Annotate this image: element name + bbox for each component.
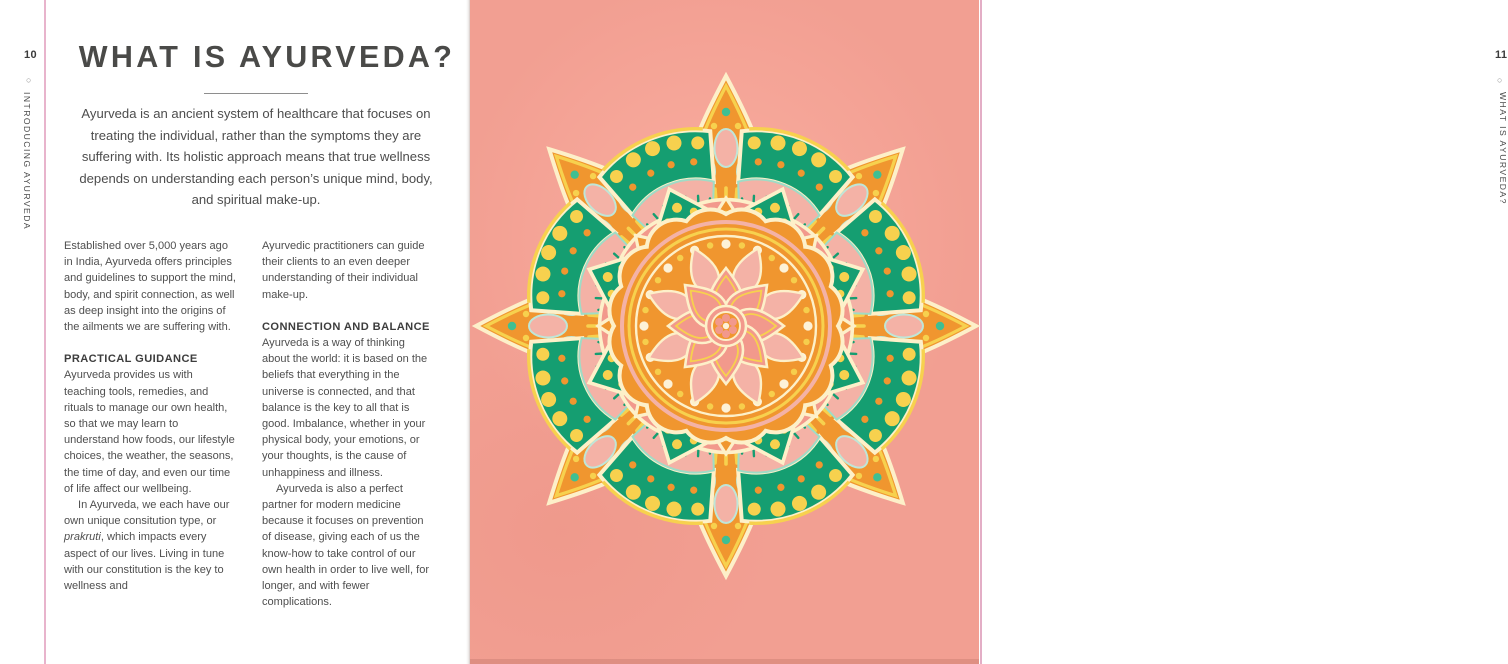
body-column-right (262, 238, 434, 610)
mandala-svg (470, 70, 982, 582)
paragraph: Ayurveda is a way of thinking about the world: it is based on the beliefs that everything in the universe is connected, and that balance is the key to all that is good. Imbalance, whether in your physical body, your emotions, or your thoughts, is the cause of unhappiness and illness. (262, 337, 428, 479)
paragraph-text-before: In Ayurveda, we each have our own unique consitution type, or (64, 499, 230, 528)
left-page (0, 0, 468, 664)
right-page-margin (982, 0, 1508, 664)
italic-term-prakruti: prakruti (64, 531, 101, 544)
paragraph-with-italic (64, 497, 236, 594)
section-heading-connection-and-balance: CONNECTION AND BALANCE (262, 320, 430, 333)
paragraph: Ayurveda provides us with teaching tools, remedies, and rituals to manage our own health, so that we may learn to understand how foods, our lifestyle choices, the weather, the seasons, the time of day, and even our time of life affect our wellbeing. (64, 369, 235, 495)
paragraph-text-after: , which impacts every aspect of our lives. Living in tune with our constitution is the key to wellness and (64, 531, 225, 593)
paragraph: Ayurveda is also a perfect partner for modern medicine because it focuses on prevention of disease, giving each of us the know-how to take control of our own health in order to live well, for longer, and with fewer complications. (262, 482, 430, 609)
margin-dot-icon: ○ (26, 75, 32, 85)
right-page-artwork-panel (470, 0, 979, 664)
left-page-margin (0, 0, 44, 664)
right-page (470, 0, 1508, 664)
body-column-left (64, 238, 236, 594)
page-number-left: 10 (24, 49, 38, 61)
paragraph: Established over 5,000 years ago in India, Ayurveda offers principles and guidelines to support the mind, body, and spirit connection, as well as deep insight into the origins of the ailments we are suffering with. (64, 240, 236, 334)
page-number-right: 11 (1495, 49, 1508, 61)
title-divider (204, 93, 308, 94)
left-page-content (44, 0, 468, 664)
running-head-right: WHAT IS AYURVEDA? (1498, 92, 1508, 205)
paragraph: Ayurvedic practitioners can guide their clients to an even deeper understanding of their individual make-up. (262, 240, 425, 301)
page-title: WHAT IS AYURVEDA? (78, 40, 456, 74)
margin-dot-icon: ○ (1497, 75, 1503, 85)
section-heading-practical-guidance: PRACTICAL GUIDANCE (64, 353, 198, 366)
intro-paragraph: Ayurveda is an ancient system of healthcare that focuses on treating the individual, rather than the symptoms they are suffering with. Its holistic approach means that true wellness depends on understanding each person’s unique mind, body, and spiritual make-up. (79, 106, 433, 207)
mandala-center-rosette (706, 306, 746, 346)
running-head-left: INTRODUCING AYURVEDA (22, 92, 32, 231)
mandala-illustration (470, 0, 979, 664)
